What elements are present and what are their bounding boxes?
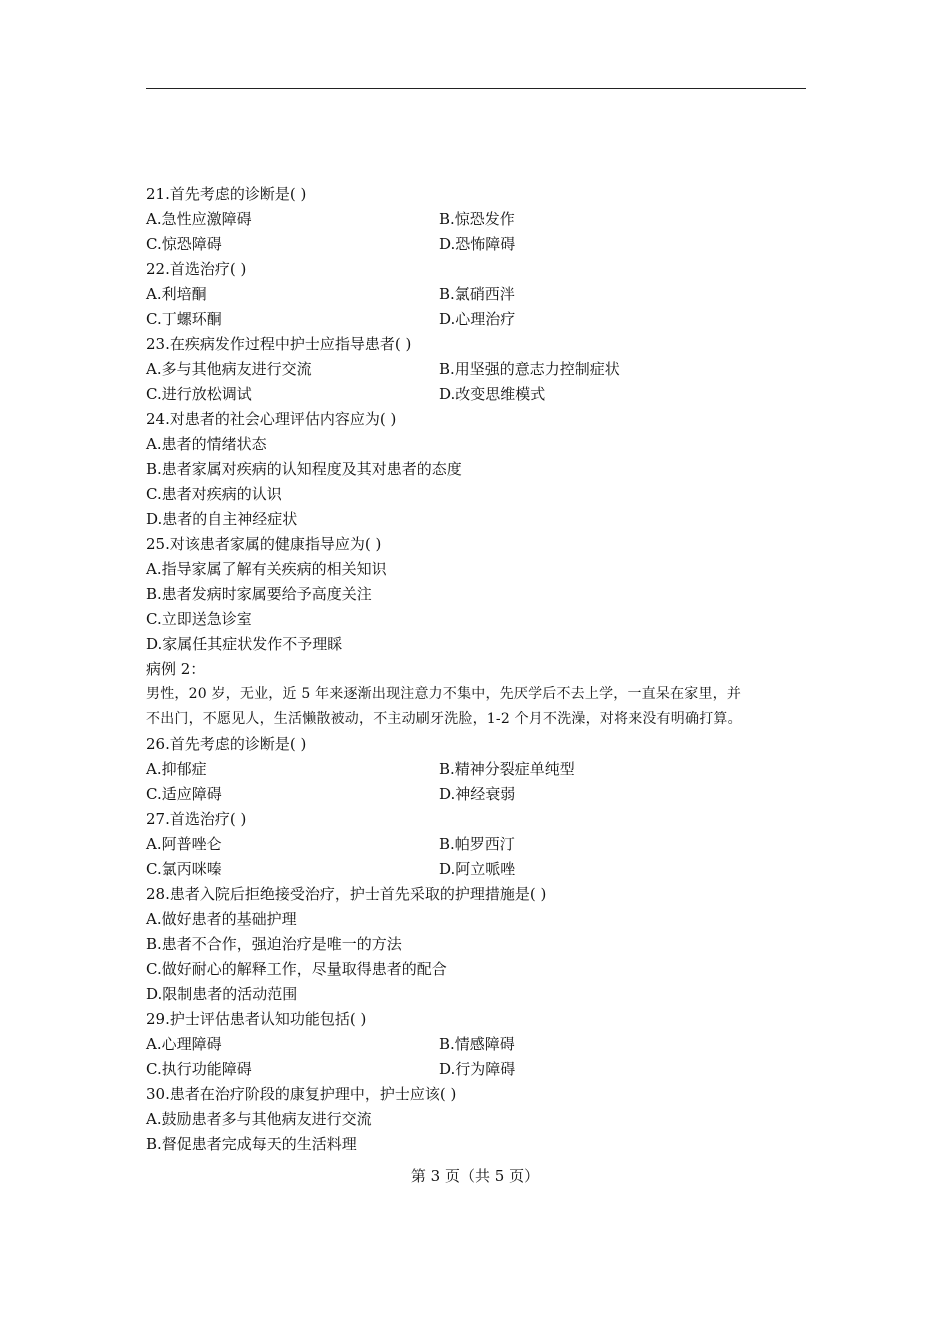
page-content <box>146 182 806 1157</box>
question-27-option-d: D.阿立哌唑 <box>439 860 516 878</box>
question-28-option-b: B.患者不合作，强迫治疗是唯一的方法 <box>146 935 402 953</box>
question-29-options-row-1 <box>146 1032 806 1057</box>
question-23-option-d: D.改变思维模式 <box>439 385 546 403</box>
question-23-options-row-2 <box>146 382 806 407</box>
question-21-options-row-2 <box>146 232 806 257</box>
question-29-stem: 29.护士评估患者认知功能包括( ) <box>146 1010 367 1028</box>
question-25-stem: 25.对该患者家属的健康指导应为( ) <box>146 535 382 553</box>
question-29-options-row-2 <box>146 1057 806 1082</box>
question-26-options-row-2 <box>146 782 806 807</box>
case-2-text-line-1: 男性，20 岁，无业，近 5 年来逐渐出现注意力不集中，先厌学后不去上学，一直呆在家里，并 <box>146 686 742 702</box>
question-22-option-b: B.氯硝西泮 <box>439 285 515 303</box>
question-30-stem: 30.患者在治疗阶段的康复护理中，护士应该( ) <box>146 1085 457 1103</box>
question-22-option-a: A.利培酮 <box>146 285 207 303</box>
question-22-option-c: C.丁螺环酮 <box>146 310 222 328</box>
question-22-stem: 22.首选治疗( ) <box>146 260 247 278</box>
case-2-title: 病例 2： <box>146 660 206 678</box>
question-26-option-c: C.适应障碍 <box>146 785 222 803</box>
question-24-option-a: A.患者的情绪状态 <box>146 435 267 453</box>
question-27-option-b: B.帕罗西汀 <box>439 835 515 853</box>
question-24-stem: 24.对患者的社会心理评估内容应为( ) <box>146 410 397 428</box>
case-2-text-line-2: 不出门，不愿见人，生活懒散被动，不主动刷牙洗脸，1-2 个月不洗澡，对将来没有明确打算。 <box>146 711 742 727</box>
question-21-stem: 21.首先考虑的诊断是( ) <box>146 185 307 203</box>
question-23-option-b: B.用坚强的意志力控制症状 <box>439 360 620 378</box>
question-28-option-d: D.限制患者的活动范围 <box>146 985 298 1003</box>
question-25-option-a: A.指导家属了解有关疾病的相关知识 <box>146 560 387 578</box>
question-29-option-d: D.行为障碍 <box>439 1060 516 1078</box>
question-29-option-a: A.心理障碍 <box>146 1035 222 1053</box>
question-28-option-c: C.做好耐心的解释工作，尽量取得患者的配合 <box>146 960 447 978</box>
question-27-option-a: A.阿普唑仑 <box>146 835 222 853</box>
question-30-option-a: A.鼓励患者多与其他病友进行交流 <box>146 1110 372 1128</box>
question-21-option-c: C.惊恐障碍 <box>146 235 222 253</box>
question-21-options-row-1 <box>146 207 806 232</box>
question-26-option-b: B.精神分裂症单纯型 <box>439 760 575 778</box>
question-21-option-a: A.急性应激障碍 <box>146 210 252 228</box>
question-26-options-row-1 <box>146 757 806 782</box>
question-29-option-c: C.执行功能障碍 <box>146 1060 252 1078</box>
question-26-option-d: D.神经衰弱 <box>439 785 516 803</box>
question-22-options-row-1 <box>146 282 806 307</box>
question-24-option-b: B.患者家属对疾病的认知程度及其对患者的态度 <box>146 460 462 478</box>
question-27-options-row-1 <box>146 832 806 857</box>
question-21-option-d: D.恐怖障碍 <box>439 235 516 253</box>
question-26-option-a: A.抑郁症 <box>146 760 207 778</box>
question-30-option-b: B.督促患者完成每天的生活料理 <box>146 1135 357 1153</box>
question-23-option-a: A.多与其他病友进行交流 <box>146 360 312 378</box>
question-24-option-d: D.患者的自主神经症状 <box>146 510 298 528</box>
question-22-option-d: D.心理治疗 <box>439 310 516 328</box>
question-25-option-d: D.家属任其症状发作不予理睬 <box>146 635 343 653</box>
question-25-option-c: C.立即送急诊室 <box>146 610 252 628</box>
question-23-options-row-1 <box>146 357 806 382</box>
question-27-stem: 27.首选治疗( ) <box>146 810 247 828</box>
question-25-option-b: B.患者发病时家属要给予高度关注 <box>146 585 372 603</box>
question-23-stem: 23.在疾病发作过程中护士应指导患者( ) <box>146 335 412 353</box>
question-29-option-b: B.情感障碍 <box>439 1035 515 1053</box>
page-number-footer: 第 3 页（共 5 页） <box>410 1167 540 1185</box>
question-28-stem: 28.患者入院后拒绝接受治疗，护士首先采取的护理措施是( ) <box>146 885 547 903</box>
question-27-options-row-2 <box>146 857 806 882</box>
question-23-option-c: C.进行放松调试 <box>146 385 252 403</box>
question-26-stem: 26.首先考虑的诊断是( ) <box>146 735 307 753</box>
header-rule <box>146 88 806 89</box>
question-21-option-b: B.惊恐发作 <box>439 210 515 228</box>
question-22-options-row-2 <box>146 307 806 332</box>
question-27-option-c: C.氯丙咪嗪 <box>146 860 222 878</box>
question-24-option-c: C.患者对疾病的认识 <box>146 485 282 503</box>
question-28-option-a: A.做好患者的基础护理 <box>146 910 297 928</box>
